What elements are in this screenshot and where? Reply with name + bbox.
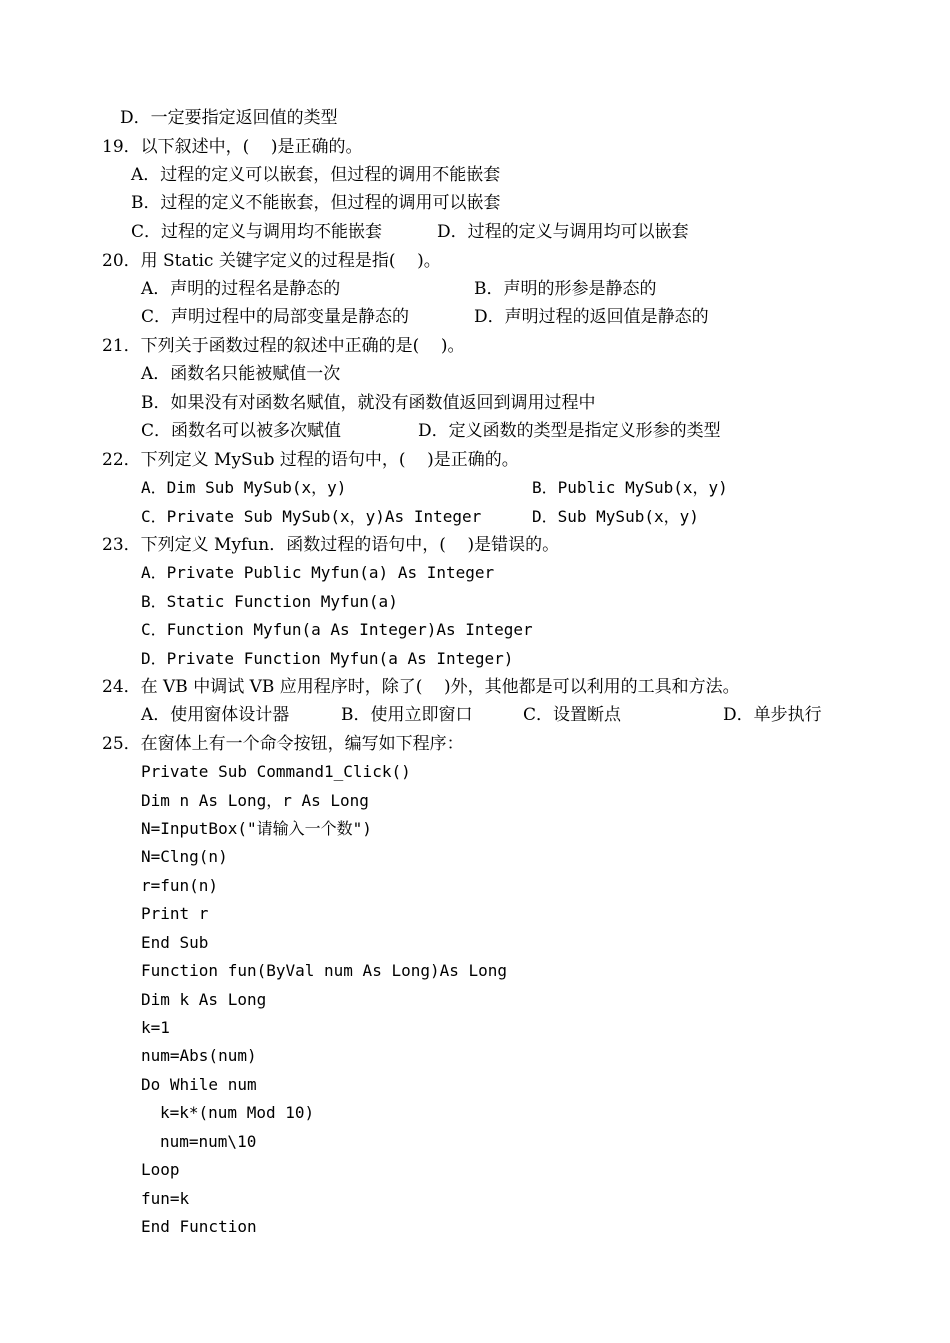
q19-option-c: C．过程的定义与调用均不能嵌套 [131, 222, 383, 242]
q23-option-c: C．Function Myfun(a As Integer)As Integer [141, 620, 533, 639]
code-line: num=num\10 [160, 1132, 257, 1151]
q22-option-a: A．Dim Sub MySub(x，y) [141, 478, 347, 497]
q19-option-a: A．过程的定义可以嵌套，但过程的调用不能嵌套 [131, 165, 501, 185]
q23-stem: 23．下列定义 Myfun．函数过程的语句中，( )是错误的。 [102, 535, 560, 555]
code-line: End Function [141, 1217, 257, 1236]
q20-option-d: D．声明过程的返回值是静态的 [474, 307, 709, 327]
q19-stem: 19．以下叙述中，( )是正确的。 [102, 137, 363, 157]
q23-option-a: A．Private Public Myfun(a) As Integer [141, 563, 495, 582]
q25-stem: 25．在窗体上有一个命令按钮，编写如下程序： [102, 734, 464, 754]
q24-option-c: C．设置断点 [523, 705, 622, 725]
q21-option-b: B．如果没有对函数名赋值，就没有函数值返回到调用过程中 [141, 393, 596, 413]
q18-option-d: D．一定要指定返回值的类型 [120, 108, 338, 128]
code-line: Dim n As Long，r As Long [141, 791, 369, 810]
code-line: Do While num [141, 1075, 257, 1094]
q22-option-b: B．Public MySub(x，y) [532, 478, 728, 497]
q20-option-a: A．声明的过程名是静态的 [141, 279, 341, 299]
q21-option-d: D．定义函数的类型是指定义形参的类型 [418, 421, 721, 441]
code-line: Dim k As Long [141, 990, 267, 1009]
code-line: r=fun(n) [141, 876, 219, 895]
code-line: fun=k [141, 1189, 190, 1208]
code-line: Function fun(ByVal num As Long)As Long [141, 961, 508, 980]
code-line: k=k*(num Mod 10) [160, 1103, 315, 1122]
q24-option-d: D．单步执行 [723, 705, 822, 725]
code-line: k=1 [141, 1018, 170, 1037]
code-line: Loop [141, 1160, 180, 1179]
code-line: N=InputBox("请输入一个数") [141, 819, 372, 838]
code-line: num=Abs(num) [141, 1046, 257, 1065]
q24-option-b: B．使用立即窗口 [341, 705, 473, 725]
q20-option-c: C．声明过程中的局部变量是静态的 [141, 307, 410, 327]
q24-option-a: A．使用窗体设计器 [141, 705, 290, 725]
q23-option-d: D．Private Function Myfun(a As Integer) [141, 649, 514, 668]
q21-option-a: A．函数名只能被赋值一次 [141, 364, 341, 384]
q20-stem: 20．用 Static 关键字定义的过程是指( )。 [102, 251, 441, 271]
code-line: Private Sub Command1_Click() [141, 762, 411, 781]
code-line: N=Clng(n) [141, 847, 228, 866]
q19-option-d: D．过程的定义与调用均可以嵌套 [437, 222, 689, 242]
q21-option-c: C．函数名可以被多次赋值 [141, 421, 342, 441]
q22-option-c: C．Private Sub MySub(x，y)As Integer [141, 507, 482, 526]
q21-stem: 21．下列关于函数过程的叙述中正确的是( )。 [102, 336, 465, 356]
code-line: End Sub [141, 933, 209, 952]
q23-option-b: B．Static Function Myfun(a) [141, 592, 398, 611]
q22-stem: 22．下列定义 MySub 过程的语句中，( )是正确的。 [102, 450, 519, 470]
q19-option-b: B．过程的定义不能嵌套，但过程的调用可以嵌套 [131, 193, 501, 213]
q24-stem: 24．在 VB 中调试 VB 应用程序时，除了( )外，其他都是可以利用的工具和方法。 [102, 677, 740, 697]
q22-option-d: D．Sub MySub(x，y) [532, 507, 699, 526]
code-line: Print r [141, 904, 209, 923]
q20-option-b: B．声明的形参是静态的 [474, 279, 657, 299]
